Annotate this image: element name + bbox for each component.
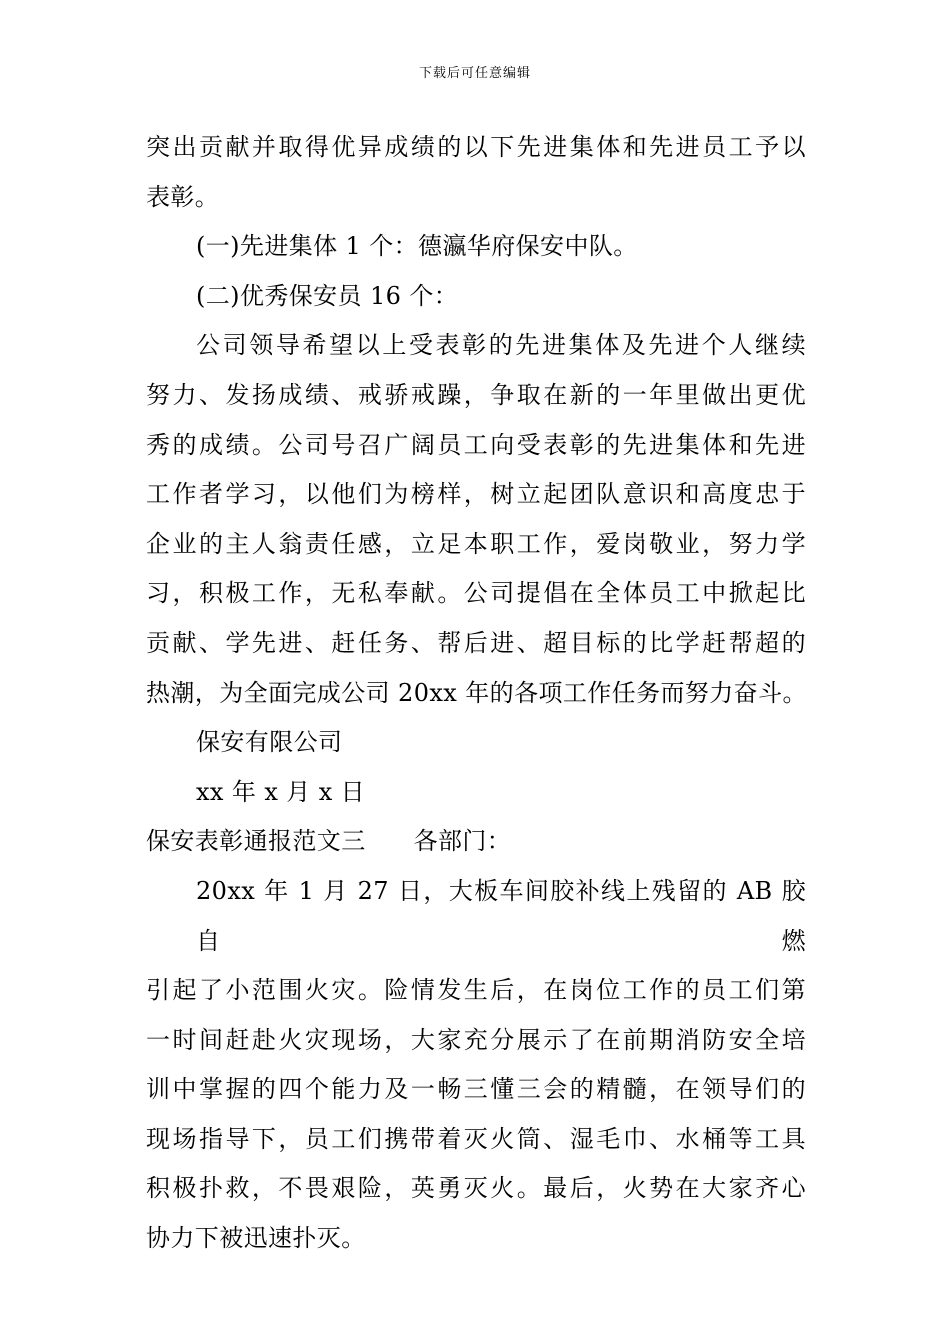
paragraph-leadership-hope bbox=[146, 321, 806, 718]
text-line: 企业的主人翁责任感，立足本职工作，爱岗敬业，努力学 bbox=[146, 529, 806, 558]
text-line: 工作者学习，以他们为榜样，树立起团队意识和高度忠于 bbox=[146, 480, 806, 509]
text-line: 贡献、学先进、赶任务、帮后进、超目标的比学赶帮超的 bbox=[146, 628, 806, 657]
section-title-line bbox=[146, 817, 806, 867]
text-line: 保安有限公司 bbox=[196, 728, 343, 757]
text-line bbox=[146, 817, 806, 867]
text-line: 积极扑救，不畏艰险，英勇灭火。最后，火势在大家齐心 bbox=[146, 1174, 806, 1203]
text-line: 秀的成绩。公司号召广阔员工向受表彰的先进集体和先进 bbox=[146, 430, 806, 459]
recipient: 各部门： bbox=[413, 827, 512, 856]
paragraph-advanced-group bbox=[146, 222, 806, 272]
page-header: 下载后可任意编辑 bbox=[418, 66, 531, 81]
text-line: 热潮，为全面完成公司 20xx 年的各项工作任务而努力奋斗。 bbox=[146, 678, 807, 707]
text-line: 突出贡献并取得优异成绩的以下先进集体和先进员工予以 bbox=[146, 133, 806, 161]
text-line: xx 年 x 月 x 日 bbox=[196, 777, 366, 806]
text-line: 表彰。 bbox=[146, 182, 220, 211]
text-line: 引起了小范围火灾。险情发生后，在岗位工作的员工们第 bbox=[146, 976, 806, 1005]
text-line: 现场指导下，员工们携带着灭火筒、湿毛巾、水桶等工具 bbox=[146, 1124, 806, 1153]
text-line: 努力、发扬成绩、戒骄戒躁，争取在新的一年里做出更优 bbox=[146, 380, 806, 409]
paragraph-excellent-guards bbox=[146, 272, 806, 322]
text-line: 习，积极工作，无私奉献。公司提倡在全体员工中掀起比 bbox=[146, 579, 806, 608]
text-line: 协力下被迅速扑灭。 bbox=[146, 1224, 366, 1253]
paragraph-commendation-end bbox=[146, 123, 806, 222]
text-line: (二)优秀保安员 16 个： bbox=[196, 281, 459, 310]
paragraph-fire-incident bbox=[146, 867, 806, 1264]
section-title: 保安表彰通报范文三 bbox=[146, 827, 366, 856]
document-body bbox=[146, 123, 806, 1264]
signature-company bbox=[146, 718, 806, 768]
text-line: 公司领导希望以上受表彰的先进集体及先进个人继续 bbox=[196, 331, 806, 360]
text-line: 训中掌握的四个能力及一畅三懂三会的精髓，在领导们的 bbox=[146, 1075, 806, 1104]
signature-date bbox=[146, 768, 806, 818]
text-line: (一)先进集体 1 个：德瀛华府保安中队。 bbox=[196, 232, 638, 261]
text-line: 一时间赶赴火灾现场，大家充分展示了在前期消防安全培 bbox=[146, 1025, 806, 1054]
text-line: 20xx 年 1 月 27 日，大板车间胶补线上残留的 AB 胶自燃 bbox=[196, 876, 806, 955]
